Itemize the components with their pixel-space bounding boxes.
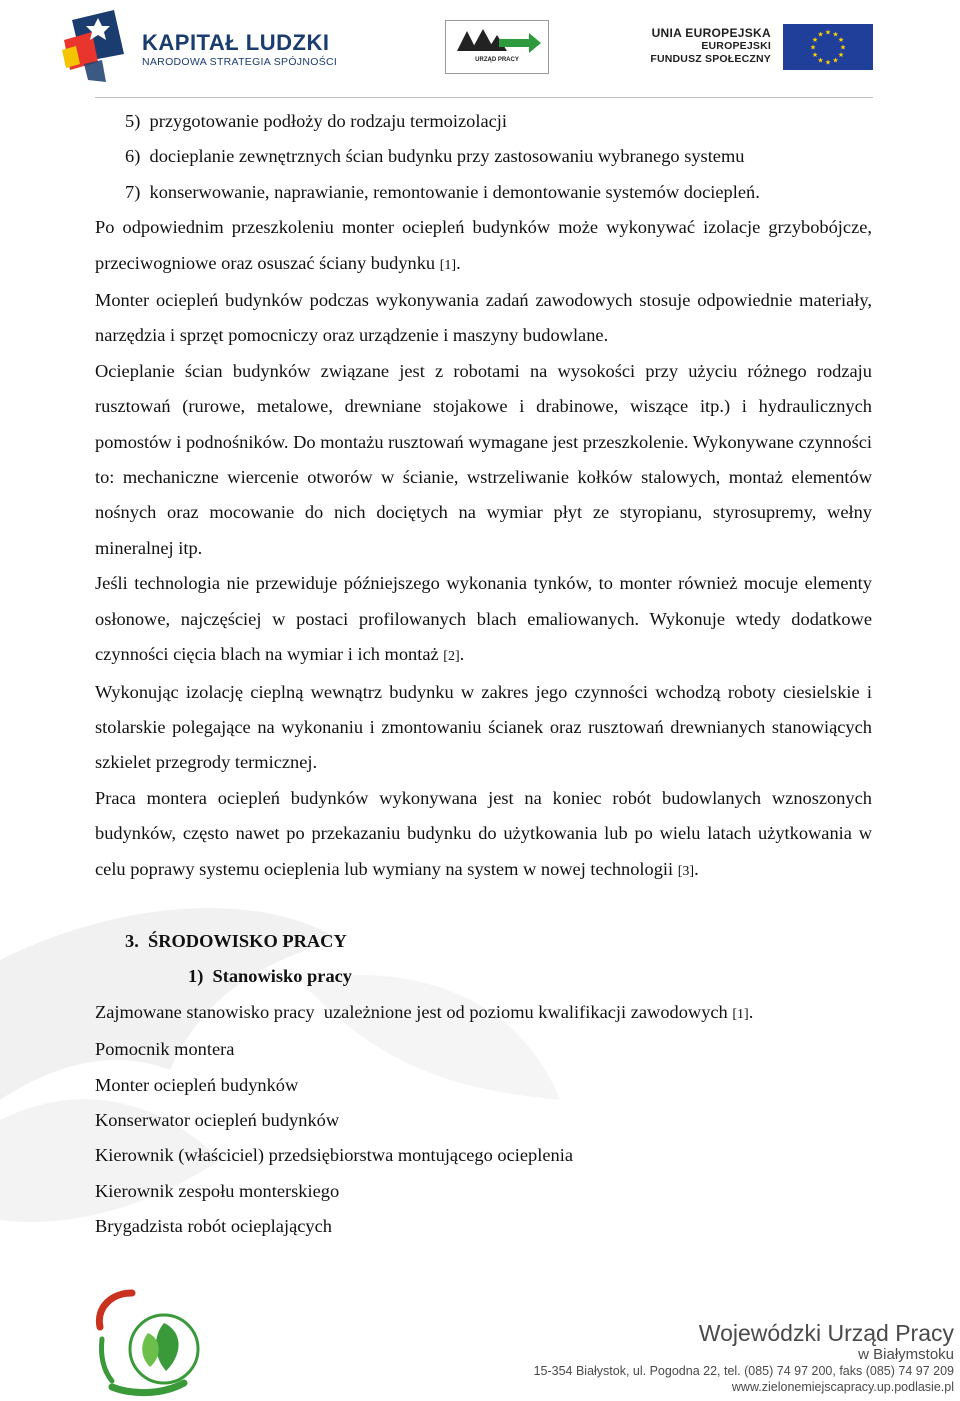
document-body (95, 104, 872, 1245)
wup-website: www.zielonemiejscapracy.up.podlasie.pl (731, 1380, 954, 1394)
eu-star-icon: ★ (832, 30, 839, 39)
position-item: Kierownik zespołu monterskiego (95, 1180, 340, 1201)
page-header (0, 0, 960, 100)
list-item: 7) konserwowanie, naprawianie, remontowanie i demontowanie systemów dociepleń. (125, 181, 760, 202)
eu-star-icon: ★ (811, 51, 819, 59)
reference-2: [2] (443, 649, 460, 665)
wup-city: w Białymstoku (858, 1346, 954, 1363)
position-item: Kierownik (właściciel) przedsiębiorstwa montującego ocieplenia (95, 1145, 573, 1166)
paragraph-5: Wykonując izolację cieplną wewnątrz budynku w zakres jego czynności wchodzą roboty ciesielskie i stolarskie polegające na wykonaniu i zmontowaniu ścianek oraz rusztowań drewnianych stanowiących szkielet przegrody termicznej. (95, 681, 872, 773)
reference-1: [1] (439, 257, 457, 273)
section-spacer (95, 889, 872, 924)
paragraph-4: Jeśli technologia nie przewiduje późniejszego wykonania tynków, to monter również mocuje elementy osłonowe, najczęściej w postaci profilowanych blach emaliowanych. Wykonuje wtedy dodatkowe czynności cięcia blach na wymiar i ich montaż [2]. (95, 573, 872, 665)
section-subheading: 1) Stanowisko pracy (188, 966, 352, 987)
position-item: Monter ociepleń budynków (95, 1074, 299, 1095)
urzad-pracy-label: URZĄD PRACY (475, 57, 519, 63)
kapital-ludzki-subtitle: NARODOWA STRATEGIA SPÓJNOŚCI (142, 56, 338, 68)
eu-star-icon: ★ (809, 43, 817, 52)
ue-line1: UNIA EUROPEJSKA (651, 26, 771, 40)
wup-title: Wojewódzki Urząd Pracy (698, 1320, 954, 1346)
paragraph-6: Praca montera ociepleń budynków wykonywana jest na koniec robót budowlanych wznoszonych budynków, często nawet po przekazaniu budynku do użytkowania lub po wielu latach użytkowania w celu poprawy systemu ocieplenia lub wymiany na system w nowej technologii [3]. (95, 787, 872, 879)
reference-4: [1] (732, 1006, 749, 1022)
eu-star-icon: ★ (824, 58, 832, 67)
eu-star-icon: ★ (832, 56, 839, 65)
reference-3: [3] (677, 863, 695, 879)
paragraph-1-text: Po odpowiednim przeszkoleniu monter ociepleń budynków może wykonywać izolacje grzybobójcze, przeciwogniowe oraz osuszać ściany budynku (95, 217, 872, 273)
header-divider (95, 97, 873, 98)
eu-star-icon: ★ (839, 43, 847, 52)
position-item: Pomocnik montera (95, 1039, 235, 1060)
paragraph-6-text: Praca montera ociepleń budynków wykonywana jest na koniec robót budowlanych wznoszonych budynków, często nawet po przekazaniu budynku do użytkowania lub po wielu latach użytkowania w celu poprawy systemu ocieplenia lub wymiany na system w nowej technologii (95, 787, 872, 879)
eu-star-icon: ★ (837, 51, 845, 59)
paragraph-2: Monter ociepleń budynków podczas wykonywania zadań zawodowych stosuje odpowiednie materiały, narzędzia i sprzęt pomocniczy oraz urządzenie i maszyny budowlane. (95, 290, 872, 346)
list-item: 5) przygotowanie podłoży do rodzaju termoizolacji (125, 111, 507, 131)
ue-line2: EUROPEJSKI (701, 40, 771, 52)
paragraph-1: Po odpowiednim przeszkoleniu monter ociepleń budynków może wykonywać izolacje grzybobójcze, przeciwogniowe oraz osuszać ściany budynku [1]. (95, 217, 872, 273)
position-item: Konserwator ociepleń budynków (95, 1109, 340, 1130)
section-intro-text: Zajmowane stanowisko pracy uzależnione jest od poziomu kwalifikacji zawodowych (95, 1001, 728, 1022)
eu-star-icon: ★ (824, 28, 832, 37)
section-heading: 3. ŚRODOWISKO PRACY (125, 930, 347, 951)
paragraph-3: Ocieplanie ścian budynków związane jest z robotami na wysokości przy użyciu różnego rodzaju rusztowań (rurowe, metalowe, drewniane stojakowe i drabinowe, wiszące itp.) i hydraulicznych pomostów i podnośników. Do montażu rusztowań wymagane jest przeszkolenie. Wykonywane czynności to: mechaniczne wiercenie otworów w ścianie, wstrzeliwanie kołków stalowych, montaż elementów nośnych oraz mocowanie do nich dociętych na wymiar płyt ze styropianu, styrosupremy, wełny mineralnej itp. (95, 360, 872, 558)
urzad-pracy-logo (445, 20, 549, 74)
wup-address: 15-354 Białystok, ul. Pogodna 22, tel. (085) 74 97 200, faks (085) 74 97 209 (533, 1364, 954, 1378)
eu-flag-icon (783, 24, 873, 70)
page-footer (0, 1282, 960, 1401)
eu-star-icon: ★ (811, 36, 819, 44)
list-item: 6) docieplanie zewnętrznych ścian budynku przy zastosowaniu wybranego systemu (125, 146, 745, 167)
unia-europejska-text (650, 27, 771, 66)
partnerstwo-logo-icon (92, 1287, 217, 1397)
eu-star-icon: ★ (837, 36, 845, 44)
urzad-pracy-emblem-icon (447, 23, 547, 57)
section-intro: Zajmowane stanowisko pracy uzależnione jest od poziomu kwalifikacji zawodowych [1]. (95, 1001, 754, 1022)
paragraph-4-text: Jeśli technologia nie przewiduje późniejszego wykonania tynków, to monter również mocuje elementy osłonowe, najczęściej w postaci profilowanych blach emaliowanych. Wykonuje wtedy dodatkowe czynności cięcia blach na wymiar i ich montaż (95, 573, 872, 665)
ue-line3: FUNDUSZ SPOŁECZNY (650, 53, 771, 65)
eu-star-icon: ★ (817, 56, 824, 65)
kapital-ludzki-title: KAPITAŁ LUDZKI (142, 30, 330, 55)
eu-star-icon: ★ (817, 30, 824, 39)
kapital-ludzki-logo-icon (62, 10, 124, 82)
position-item: Brygadzista robót ocieplających (95, 1216, 332, 1237)
